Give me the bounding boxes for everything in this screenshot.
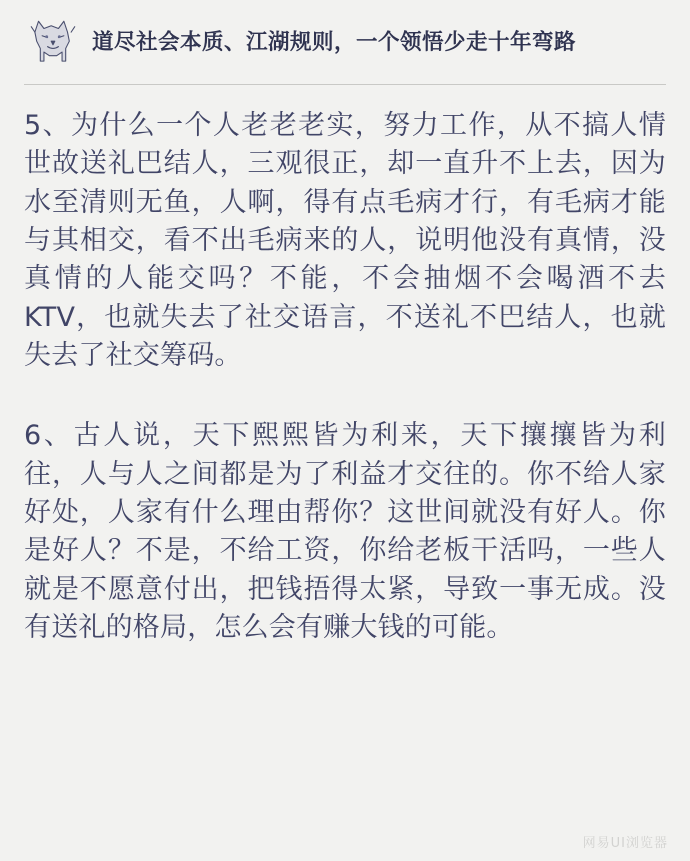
paragraph-5: 5、为什么一个人老老老实，努力工作，从不搞人情世故送礼巴结人，三观很正，却一直升不上去，因为水至清则无鱼，人啊，得有点毛病才行，有毛病才能与其相交，看不出毛病来的人，说明他没有真情，没真情的人能交吗？不能，不会抽烟不会喝酒不去KTV，也就失去了社交语言，不送礼不巴结人，也就失去了社交筹码。 bbox=[24, 110, 666, 371]
paragraph-6: 6、古人说，天下熙熙皆为利来，天下攘攘皆为利往，人与人之间都是为了利益才交往的。你不给人家好处，人家有什么理由帮你？这世间就没有好人。你是好人？不是，不给工资，你给老板干活吗，一些人就是不愿意付出，把钱捂得太紧，导致一事无成。没有送礼的格局，怎么会有赚大钱的可能。 bbox=[24, 420, 666, 643]
watermark-text: 网易UI浏览器 bbox=[582, 836, 668, 851]
document-body bbox=[24, 85, 666, 647]
document-header bbox=[24, 0, 666, 80]
page-title: 道尽社会本质、江湖规则，一个领悟少走十年弯路 bbox=[92, 30, 577, 56]
wolf-logo-icon bbox=[24, 14, 82, 72]
